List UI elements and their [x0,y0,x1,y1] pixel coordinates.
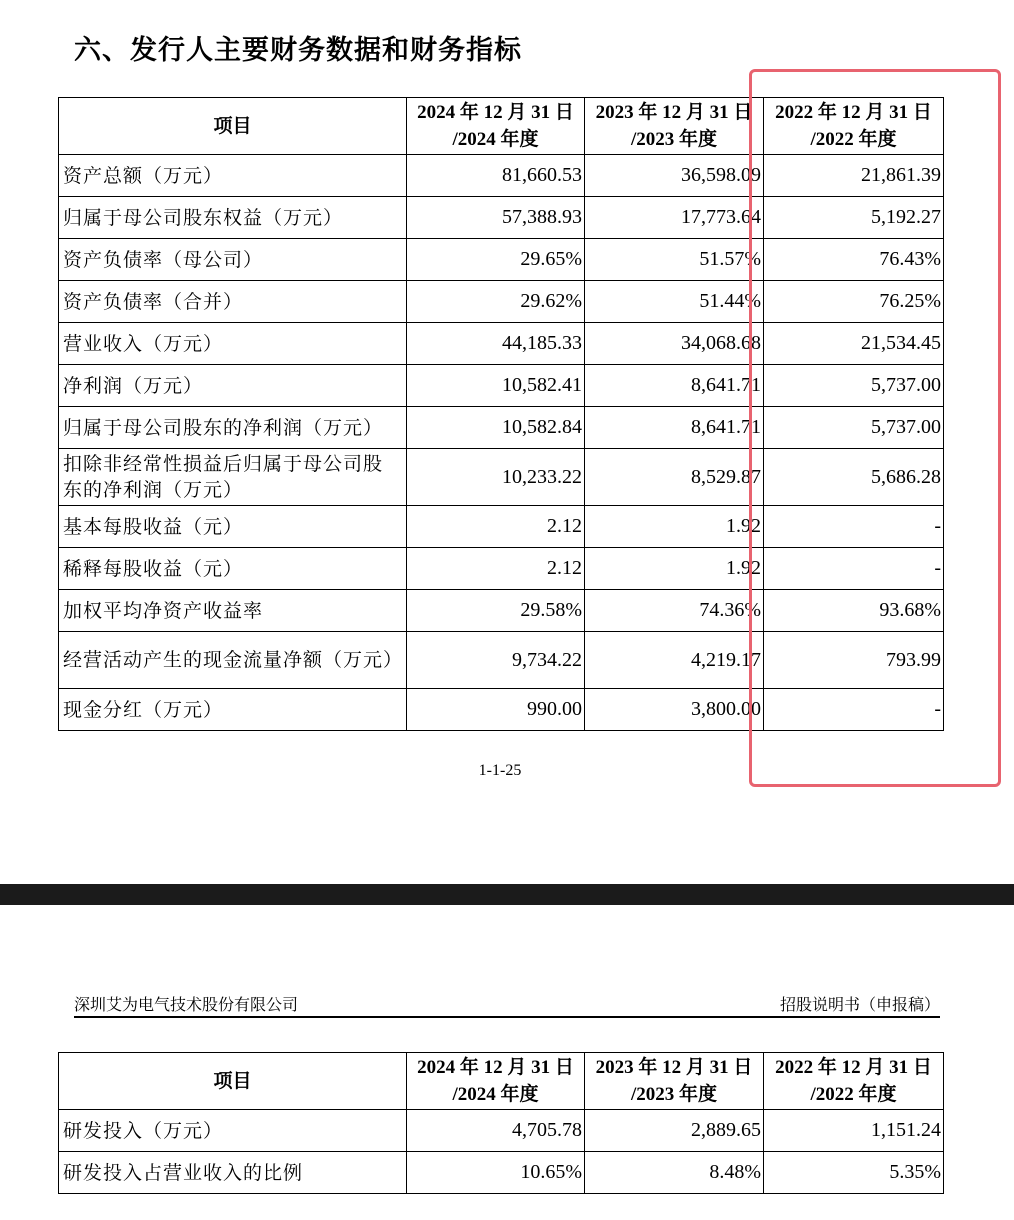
header-2023-line1: 2023 年 12 月 31 日 [595,1057,753,1078]
row-label: 扣除非经常性损益后归属于母公司股东的净利润（万元） [59,449,407,506]
table-row [59,632,944,689]
header-2023 [585,98,764,155]
value-2024: 10.65% [407,1152,585,1194]
table-row [59,548,944,590]
value-2022: 793.99 [764,632,944,689]
value-2023: 8,641.71 [585,365,764,407]
page-break-bar [0,884,1014,905]
row-label: 净利润（万元） [59,365,407,407]
row-label: 归属于母公司股东的净利润（万元） [59,407,407,449]
value-2024: 29.58% [407,590,585,632]
value-2023: 1.92 [585,506,764,548]
table-header-row [59,98,944,155]
table-row [59,155,944,197]
table-row [59,689,944,731]
row-label: 稀释每股收益（元） [59,548,407,590]
header-2022-line1: 2022 年 12 月 31 日 [775,102,932,123]
table-row [59,407,944,449]
row-label: 加权平均净资产收益率 [59,590,407,632]
row-label: 归属于母公司股东权益（万元） [59,197,407,239]
table-row [59,365,944,407]
value-2023: 2,889.65 [585,1110,764,1152]
row-label: 经营活动产生的现金流量净额（万元） [59,632,407,689]
table-row [59,1110,944,1152]
value-2022: 21,861.39 [764,155,944,197]
value-2024: 10,582.84 [407,407,585,449]
table-row [59,323,944,365]
value-2023: 17,773.64 [585,197,764,239]
table-row [59,506,944,548]
header-2022 [764,98,944,155]
row-label: 研发投入（万元） [59,1110,407,1152]
value-2024: 4,705.78 [407,1110,585,1152]
value-2022: 5.35% [764,1152,944,1194]
document-header [74,990,940,1018]
table-row [59,590,944,632]
financial-indicators-table [58,97,944,731]
header-2023-line2: /2023 年度 [630,129,718,150]
value-2023: 3,800.00 [585,689,764,731]
value-2023: 36,598.09 [585,155,764,197]
page-number: 1-1-25 [478,762,522,779]
value-2024: 990.00 [407,689,585,731]
row-label: 基本每股收益（元） [59,506,407,548]
value-2022: - [764,689,944,731]
value-2023: 8,641.71 [585,407,764,449]
header-2024-line1: 2024 年 12 月 31 日 [417,102,574,123]
value-2022: - [764,506,944,548]
value-2022: 5,192.27 [764,197,944,239]
value-2024: 44,185.33 [407,323,585,365]
value-2022: 76.43% [764,239,944,281]
value-2022: 21,534.45 [764,323,944,365]
table-row [59,197,944,239]
value-2024: 2.12 [407,548,585,590]
row-label: 研发投入占营业收入的比例 [59,1152,407,1194]
header-2024-line2: /2024 年度 [452,1084,539,1105]
row-label: 资产负债率（母公司） [59,239,407,281]
document-type: 招股说明书（申报稿） [779,995,940,1014]
row-label: 现金分红（万元） [59,689,407,731]
row-label: 营业收入（万元） [59,323,407,365]
table-row [59,449,944,506]
value-2022: 76.25% [764,281,944,323]
value-2023: 8,529.87 [585,449,764,506]
header-2022-line2: /2022 年度 [810,129,897,150]
header-item: 项目 [59,98,407,155]
value-2024: 81,660.53 [407,155,585,197]
rd-investment-table [58,1052,944,1194]
table-header-row [59,1053,944,1110]
value-2024: 9,734.22 [407,632,585,689]
value-2023: 51.44% [585,281,764,323]
header-2023-line2: /2023 年度 [630,1084,718,1105]
section-title: 六、发行人主要财务数据和财务指标 [74,35,522,66]
header-2023-line1: 2023 年 12 月 31 日 [595,102,753,123]
value-2022: 5,686.28 [764,449,944,506]
row-label: 资产负债率（合并） [59,281,407,323]
header-2024-line2: /2024 年度 [452,129,539,150]
value-2024: 2.12 [407,506,585,548]
table-row [59,281,944,323]
value-2024: 10,582.41 [407,365,585,407]
value-2023: 34,068.68 [585,323,764,365]
header-2023 [585,1053,764,1110]
header-2022 [764,1053,944,1110]
value-2023: 51.57% [585,239,764,281]
value-2023: 4,219.17 [585,632,764,689]
header-2024 [407,98,585,155]
value-2024: 10,233.22 [407,449,585,506]
table-row [59,239,944,281]
value-2022: 93.68% [764,590,944,632]
value-2022: - [764,548,944,590]
header-2024 [407,1053,585,1110]
value-2024: 29.65% [407,239,585,281]
value-2022: 1,151.24 [764,1110,944,1152]
value-2024: 57,388.93 [407,197,585,239]
value-2022: 5,737.00 [764,365,944,407]
table-row [59,1152,944,1194]
value-2023: 1.92 [585,548,764,590]
value-2023: 74.36% [585,590,764,632]
value-2024: 29.62% [407,281,585,323]
header-2022-line1: 2022 年 12 月 31 日 [775,1057,932,1078]
value-2022: 5,737.00 [764,407,944,449]
value-2023: 8.48% [585,1152,764,1194]
header-item: 项目 [59,1053,407,1110]
header-2022-line2: /2022 年度 [810,1084,897,1105]
row-label: 资产总额（万元） [59,155,407,197]
company-name: 深圳艾为电气技术股份有限公司 [74,995,299,1014]
header-2024-line1: 2024 年 12 月 31 日 [417,1057,574,1078]
